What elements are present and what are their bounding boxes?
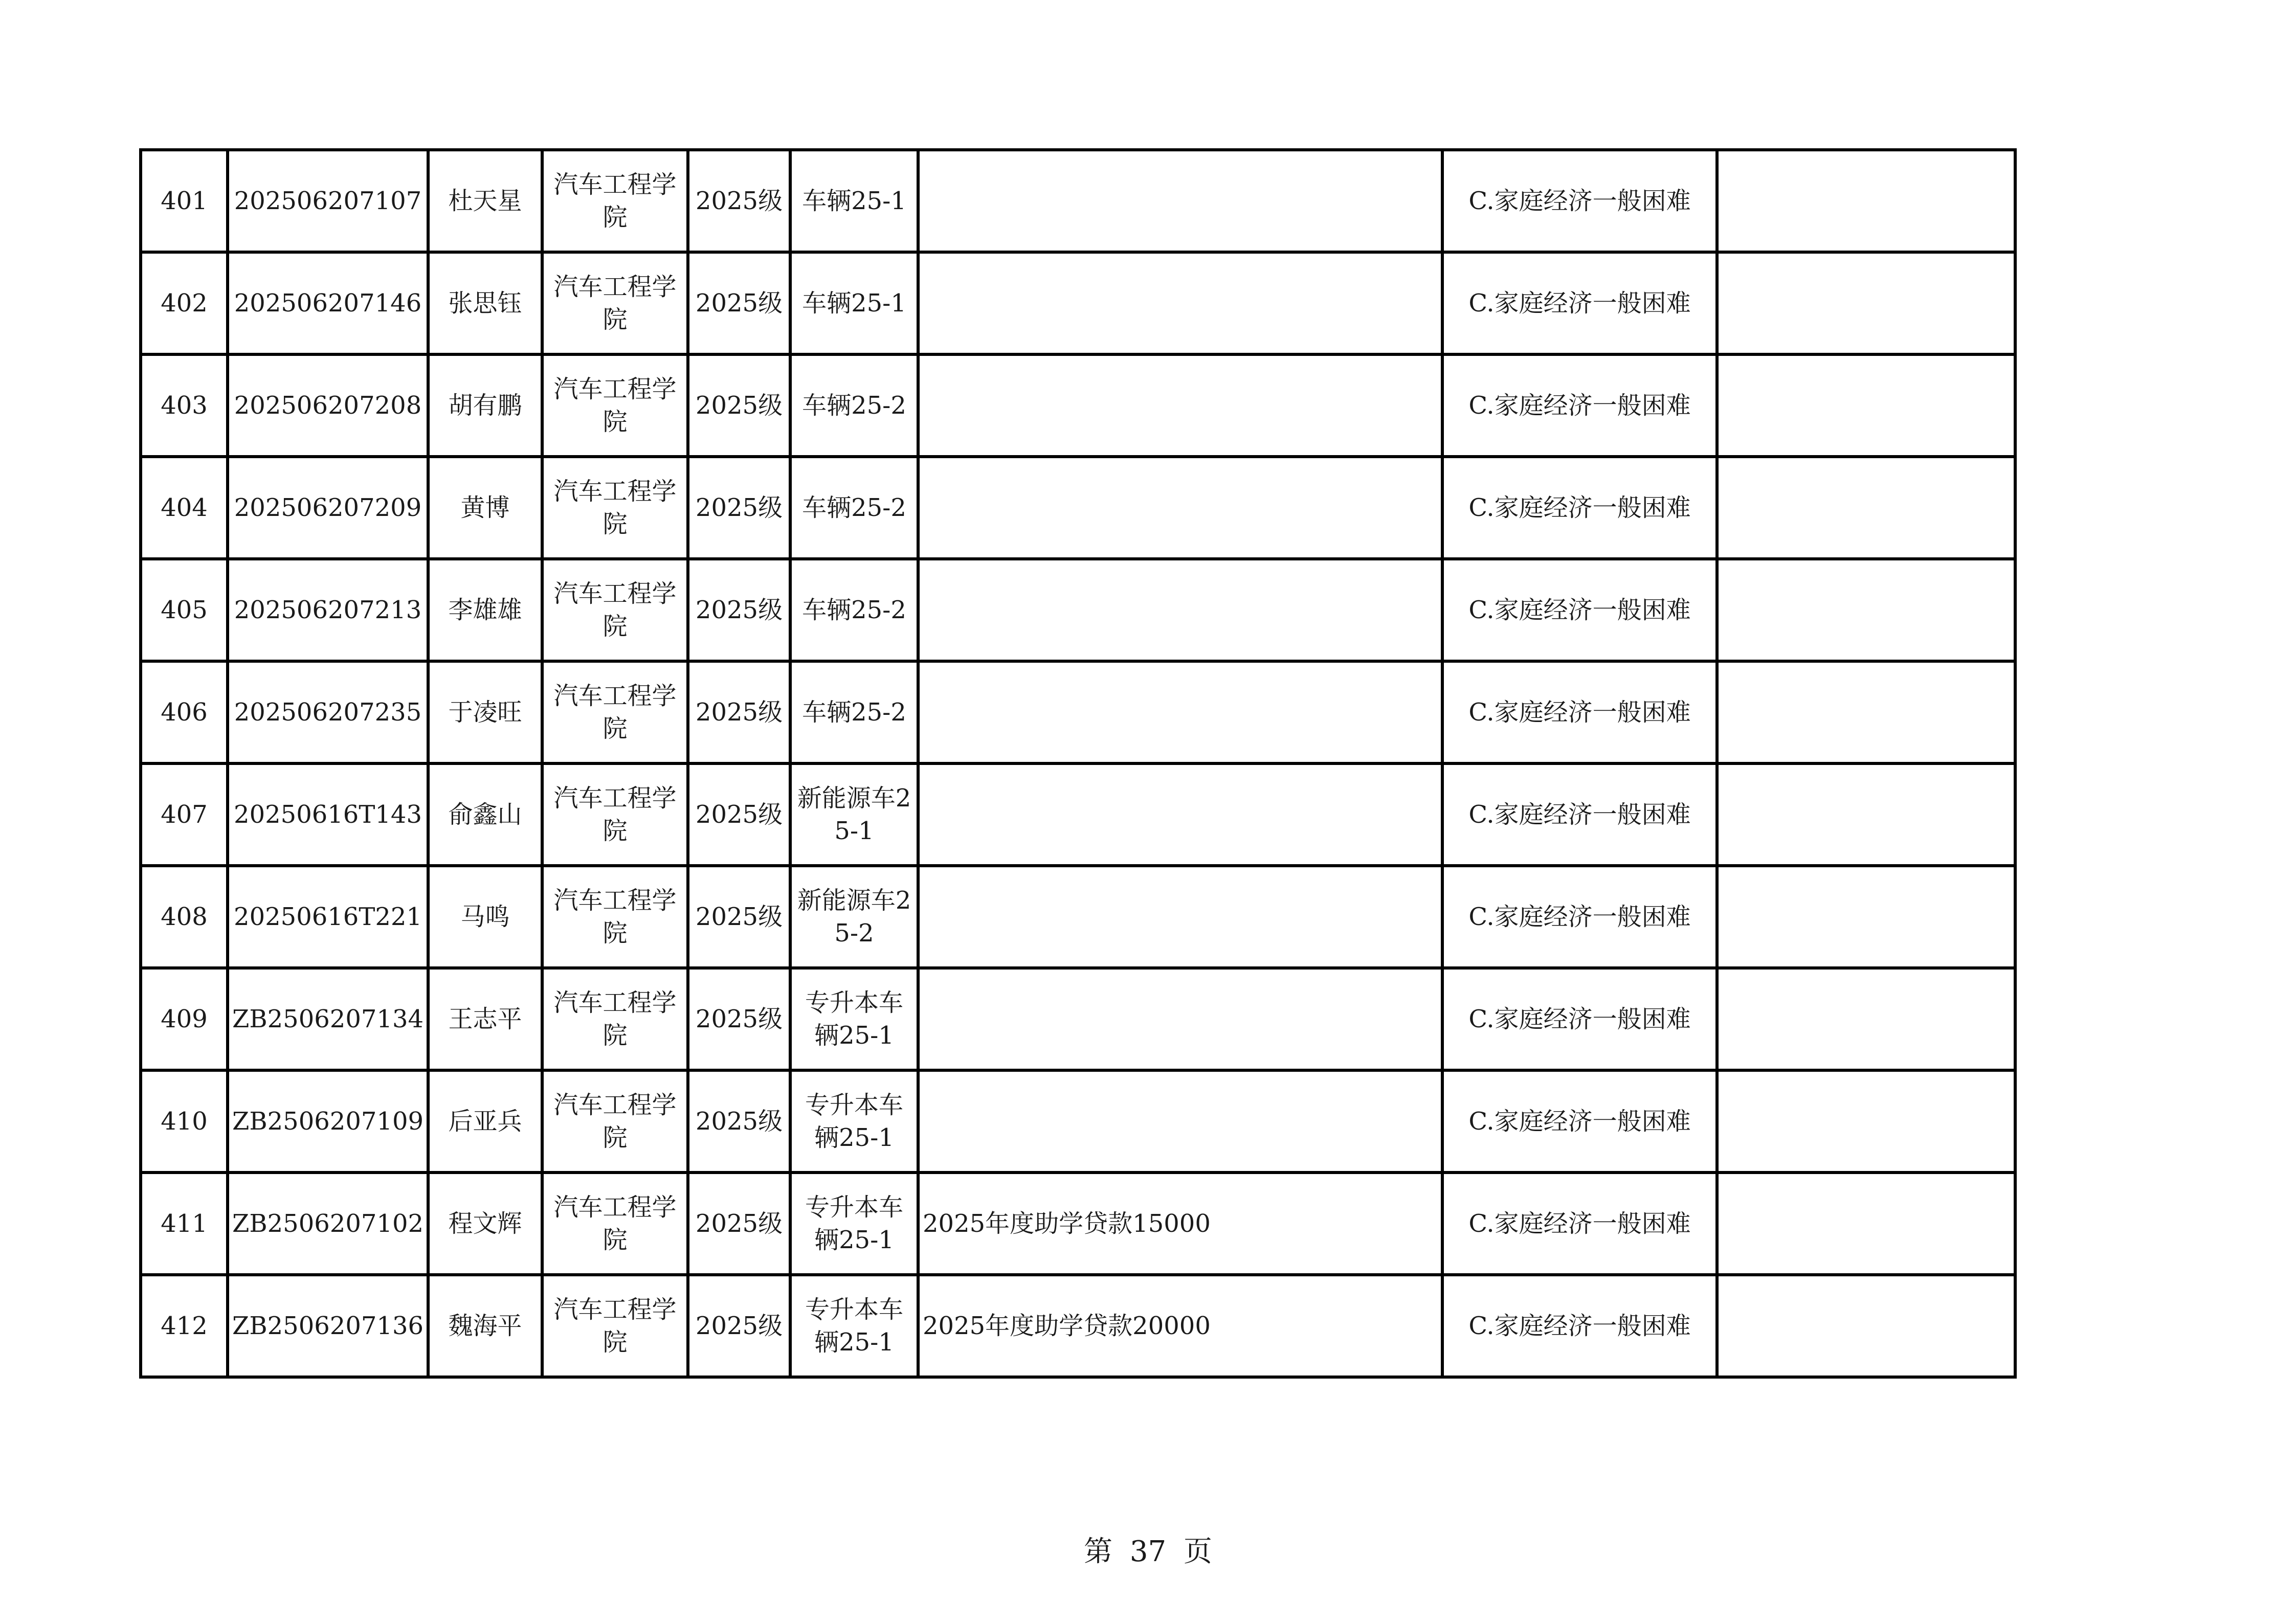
extra-cell	[1717, 763, 2015, 866]
student-name: 俞鑫山	[428, 763, 542, 866]
class-name: 车辆25-1	[790, 150, 918, 252]
difficulty-level: C.家庭经济一般困难	[1442, 457, 1717, 559]
student-id: 202506207235	[228, 661, 428, 763]
row-number: 404	[141, 457, 228, 559]
page-suffix: 页	[1183, 1535, 1212, 1568]
row-number: 411	[141, 1173, 228, 1275]
table-row	[141, 457, 2015, 559]
grade: 2025级	[688, 150, 790, 252]
student-id: 202506207208	[228, 354, 428, 457]
row-number: 410	[141, 1070, 228, 1173]
table-row	[141, 661, 2015, 763]
college: 汽车工程学院	[542, 354, 688, 457]
class-name: 车辆25-2	[790, 354, 918, 457]
row-number: 406	[141, 661, 228, 763]
row-number: 405	[141, 559, 228, 661]
aid-note	[918, 763, 1442, 866]
student-name: 胡有鹏	[428, 354, 542, 457]
class-name: 专升本车辆25-1	[790, 968, 918, 1070]
table-body	[141, 150, 2015, 1377]
extra-cell	[1717, 866, 2015, 968]
difficulty-level: C.家庭经济一般困难	[1442, 968, 1717, 1070]
table-row	[141, 763, 2015, 866]
student-id: ZB2506207134	[228, 968, 428, 1070]
row-number: 403	[141, 354, 228, 457]
aid-note	[918, 559, 1442, 661]
difficulty-level: C.家庭经济一般困难	[1442, 354, 1717, 457]
difficulty-level: C.家庭经济一般困难	[1442, 252, 1717, 354]
college: 汽车工程学院	[542, 866, 688, 968]
difficulty-level: C.家庭经济一般困难	[1442, 866, 1717, 968]
college: 汽车工程学院	[542, 968, 688, 1070]
student-id: 20250616T221	[228, 866, 428, 968]
aid-note	[918, 252, 1442, 354]
student-id: 202506207107	[228, 150, 428, 252]
aid-note	[918, 866, 1442, 968]
table-row	[141, 252, 2015, 354]
difficulty-level: C.家庭经济一般困难	[1442, 661, 1717, 763]
grade: 2025级	[688, 1070, 790, 1173]
student-name: 黄博	[428, 457, 542, 559]
extra-cell	[1717, 968, 2015, 1070]
aid-note	[918, 661, 1442, 763]
grade: 2025级	[688, 866, 790, 968]
class-name: 新能源车25-2	[790, 866, 918, 968]
class-name: 新能源车25-1	[790, 763, 918, 866]
aid-note	[918, 354, 1442, 457]
grade: 2025级	[688, 559, 790, 661]
student-aid-table	[139, 148, 2017, 1379]
row-number: 401	[141, 150, 228, 252]
row-number: 409	[141, 968, 228, 1070]
student-name: 于凌旺	[428, 661, 542, 763]
class-name: 车辆25-2	[790, 661, 918, 763]
class-name: 专升本车辆25-1	[790, 1173, 918, 1275]
grade: 2025级	[688, 354, 790, 457]
college: 汽车工程学院	[542, 457, 688, 559]
extra-cell	[1717, 1173, 2015, 1275]
table-row	[141, 1070, 2015, 1173]
student-id: ZB2506207136	[228, 1275, 428, 1377]
student-name: 张思钰	[428, 252, 542, 354]
student-name: 程文辉	[428, 1173, 542, 1275]
college: 汽车工程学院	[542, 1070, 688, 1173]
student-name: 杜天星	[428, 150, 542, 252]
difficulty-level: C.家庭经济一般困难	[1442, 763, 1717, 866]
extra-cell	[1717, 457, 2015, 559]
aid-note	[918, 968, 1442, 1070]
row-number: 407	[141, 763, 228, 866]
extra-cell	[1717, 559, 2015, 661]
extra-cell	[1717, 1275, 2015, 1377]
college: 汽车工程学院	[542, 559, 688, 661]
student-id: 202506207213	[228, 559, 428, 661]
college: 汽车工程学院	[542, 661, 688, 763]
grade: 2025级	[688, 1173, 790, 1275]
student-id: ZB2506207109	[228, 1070, 428, 1173]
class-name: 专升本车辆25-1	[790, 1070, 918, 1173]
aid-note	[918, 1070, 1442, 1173]
difficulty-level: C.家庭经济一般困难	[1442, 1275, 1717, 1377]
class-name: 车辆25-2	[790, 559, 918, 661]
aid-note	[918, 150, 1442, 252]
difficulty-level: C.家庭经济一般困难	[1442, 559, 1717, 661]
student-id: ZB2506207102	[228, 1173, 428, 1275]
grade: 2025级	[688, 457, 790, 559]
row-number: 402	[141, 252, 228, 354]
student-id: 202506207209	[228, 457, 428, 559]
table-row	[141, 968, 2015, 1070]
difficulty-level: C.家庭经济一般困难	[1442, 150, 1717, 252]
student-id: 20250616T143	[228, 763, 428, 866]
student-name: 后亚兵	[428, 1070, 542, 1173]
aid-note	[918, 457, 1442, 559]
extra-cell	[1717, 150, 2015, 252]
table-row	[141, 1275, 2015, 1377]
student-id: 202506207146	[228, 252, 428, 354]
college: 汽车工程学院	[542, 1173, 688, 1275]
college: 汽车工程学院	[542, 763, 688, 866]
row-number: 408	[141, 866, 228, 968]
class-name: 专升本车辆25-1	[790, 1275, 918, 1377]
student-name: 马鸣	[428, 866, 542, 968]
aid-note: 2025年度助学贷款15000	[918, 1173, 1442, 1275]
difficulty-level: C.家庭经济一般困难	[1442, 1173, 1717, 1275]
aid-note: 2025年度助学贷款20000	[918, 1275, 1442, 1377]
table-row	[141, 1173, 2015, 1275]
table-row	[141, 866, 2015, 968]
extra-cell	[1717, 252, 2015, 354]
extra-cell	[1717, 354, 2015, 457]
class-name: 车辆25-2	[790, 457, 918, 559]
page-prefix: 第	[1084, 1535, 1113, 1568]
row-number: 412	[141, 1275, 228, 1377]
grade: 2025级	[688, 252, 790, 354]
table-row	[141, 559, 2015, 661]
extra-cell	[1717, 1070, 2015, 1173]
table-row	[141, 150, 2015, 252]
grade: 2025级	[688, 968, 790, 1070]
grade: 2025级	[688, 763, 790, 866]
table-row	[141, 354, 2015, 457]
page-number: 37	[1129, 1535, 1167, 1568]
college: 汽车工程学院	[542, 252, 688, 354]
student-name: 李雄雄	[428, 559, 542, 661]
college: 汽车工程学院	[542, 150, 688, 252]
page-number-footer	[0, 1529, 2296, 1570]
grade: 2025级	[688, 1275, 790, 1377]
class-name: 车辆25-1	[790, 252, 918, 354]
student-name: 王志平	[428, 968, 542, 1070]
difficulty-level: C.家庭经济一般困难	[1442, 1070, 1717, 1173]
grade: 2025级	[688, 661, 790, 763]
college: 汽车工程学院	[542, 1275, 688, 1377]
student-name: 魏海平	[428, 1275, 542, 1377]
extra-cell	[1717, 661, 2015, 763]
